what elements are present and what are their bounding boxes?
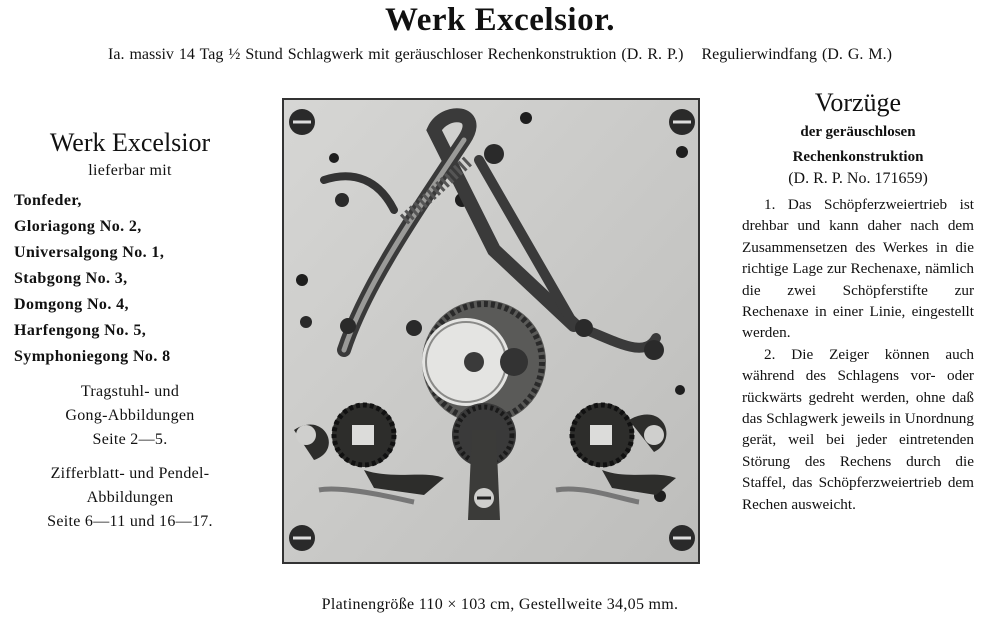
gong-item: Universalgong No. 1,	[14, 244, 165, 261]
advantages-subheading-1: der geräuschlosen	[800, 124, 916, 140]
page-title: Werk Excelsior.	[385, 2, 615, 38]
dial-illustrations-note: Zifferblatt- und Pendel- Abbildungen Seite 6—11 und 16—17.	[47, 465, 213, 530]
gong-illustrations-note: Tragstuhl- und Gong-Abbildungen Seite 2—5.	[65, 383, 195, 448]
right-column	[742, 88, 974, 515]
subtitle-description: Ia. massiv 14 Tag ½ Stund Schlagwerk mit geräuschloser Rechenkonstruktion (D. R. P.)	[108, 46, 684, 63]
clock-movement-drawing	[284, 100, 698, 562]
left-heading: Werk Excelsior	[49, 128, 211, 157]
gong-item: Harfengong No. 5,	[14, 322, 147, 339]
gong-item: Domgong No. 4,	[14, 296, 129, 313]
gong-item: Symphoniegong No. 8	[14, 348, 171, 365]
left-subheading: lieferbar mit	[88, 162, 172, 179]
figure-caption: Platinengröße 110 × 103 cm, Gestellweite 34,05 mm.	[321, 596, 679, 613]
page-subtitle	[0, 46, 1000, 64]
left-column	[14, 128, 254, 534]
advantages-subheading-2: Rechenkonstruktion	[792, 149, 924, 165]
advantages-heading: Vorzüge	[814, 88, 902, 117]
movement-illustration	[282, 98, 700, 564]
advantage-paragraph-2: 2. Die Zeiger können auch während des Schlagens vor- oder rückwärts gedreht werden, ohne daß das Schlagwerk jeweils in Unordnung gerät, weil bei jeder eintretenden Störung des Rechens durch die Staffel, das Schöpferzweiertrieb dem Rechen ausweicht.	[742, 345, 974, 513]
gong-item: Gloriagong No. 2,	[14, 218, 142, 235]
gong-list	[14, 188, 254, 370]
patent-reference: (D. R. P. No. 171659)	[788, 170, 928, 187]
subtitle-patent: Regulierwindfang (D. G. M.)	[701, 46, 892, 63]
gong-item: Stabgong No. 3,	[14, 270, 128, 287]
gong-item: Tonfeder,	[14, 192, 82, 209]
advantage-paragraph-1: 1. Das Schöpferzweiertrieb ist drehbar und kann daher nach dem Zusammensetzen des Werkes in die richtige Lage zur Rechenaxe, nämlich die zwei Schöpferstifte zur Rechenaxe in einer Linie, eingestellt werden.	[742, 196, 974, 342]
